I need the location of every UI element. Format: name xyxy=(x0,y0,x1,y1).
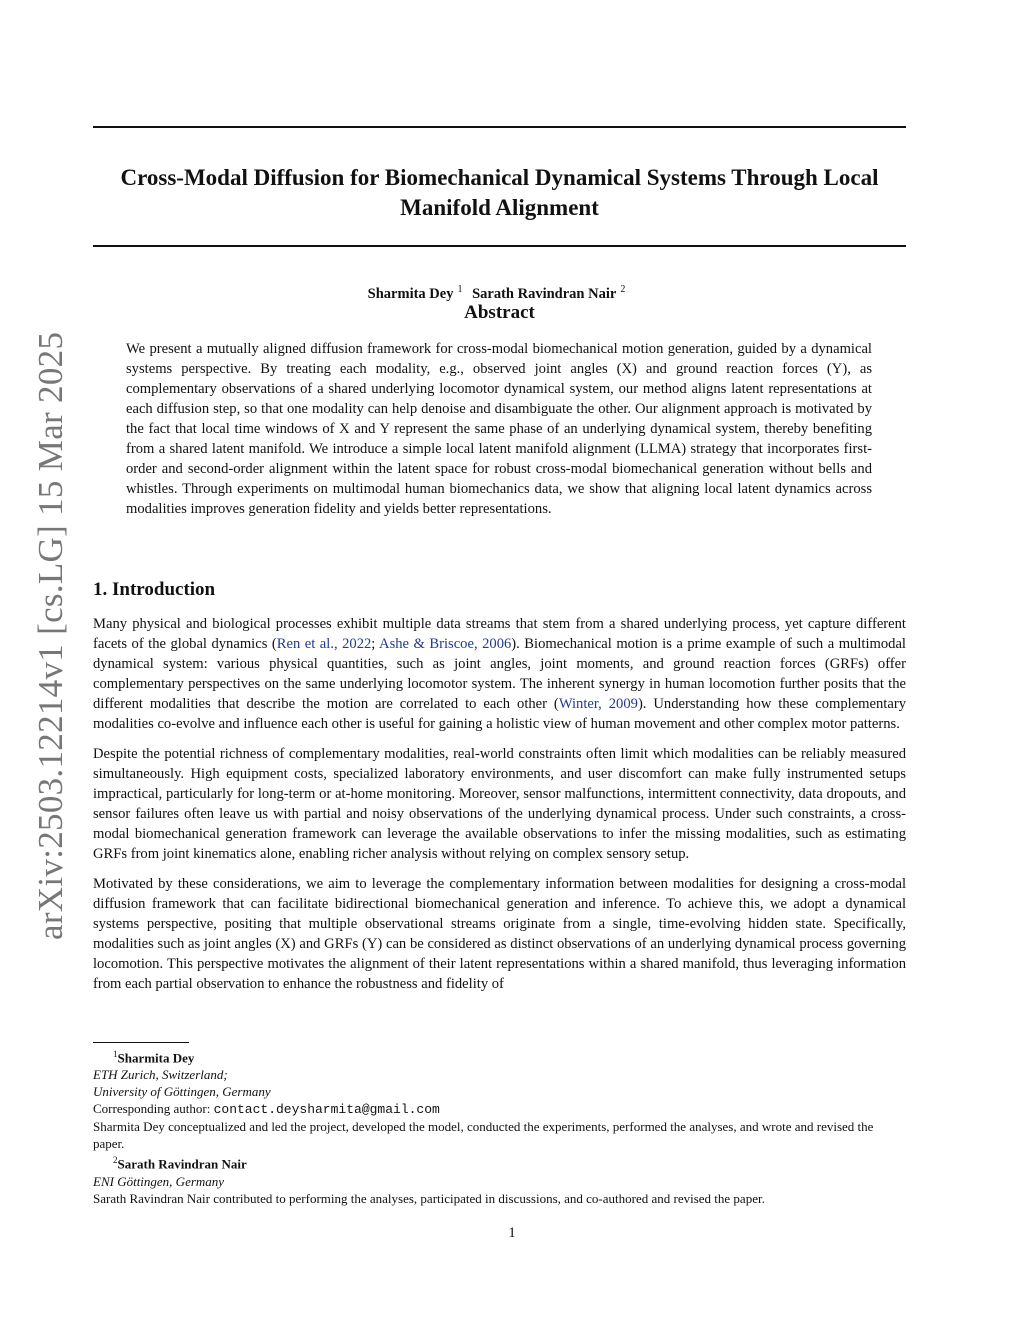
text-run: ). Biomechanical motion is a prime example of such a multimodal dynamical system: various physical quantities, such as joint angles, joint moments, and ground reaction forces (GRFs) offer complementary perspectives on the same underlying locomotor system. The inherent synergy in human locomotion further posits that the different modalities that describe the motion are correlated to each other ( xyxy=(93,636,906,712)
author-affiliation-mark: 1 xyxy=(457,284,463,295)
text-run: ). Understanding how these complementary modalities co-evolve and influence each other is useful for gaining a holistic view of human movement and other complex motor patterns. xyxy=(93,696,906,732)
footnote-author xyxy=(93,1152,906,1172)
paragraph xyxy=(93,614,906,734)
footnote-author-name: Sarath Ravindran Nair xyxy=(117,1156,247,1172)
email-address[interactable]: contact.deysharmita@gmail.com xyxy=(213,1102,440,1118)
citation-link[interactable]: Ashe & Briscoe, 2006 xyxy=(379,636,512,652)
footnote-mark: 2 xyxy=(113,1155,118,1166)
text-run: Many physical and biological processes exhibit multiple data streams that stem from a shared underlying process, yet capture different facets of the global dynamics ( xyxy=(93,616,906,652)
footnote-affiliation: ENI Göttingen, Germany xyxy=(93,1173,225,1189)
footnote-author xyxy=(93,1046,906,1066)
author-affiliation-mark: 2 xyxy=(620,284,626,295)
footnote-affiliation: University of Göttingen, Germany xyxy=(93,1084,271,1100)
footnote-affiliation: ETH Zurich, Switzerland; xyxy=(93,1067,228,1083)
page-number: 1 xyxy=(508,1225,516,1241)
footnote-author-name: Sharmita Dey xyxy=(117,1050,195,1066)
footnote-contribution: Sharmita Dey conceptualized and led the project, developed the model, conducted the experiments, performed the analyses, and wrote and revised the paper. xyxy=(93,1119,874,1152)
citation-link[interactable]: Ren et al., 2022 xyxy=(276,636,372,652)
citation-link[interactable]: Winter, 2009 xyxy=(558,696,638,712)
footnote-contribution: Sarath Ravindran Nair contributed to performing the analyses, participated in discussions, and co-authored and revised the paper. xyxy=(93,1190,765,1206)
footnotes xyxy=(93,1046,906,1207)
text-run: ; xyxy=(371,636,380,652)
footnote-mark: 1 xyxy=(113,1049,118,1059)
paper-title: Cross-Modal Diffusion for Biomechanical Dynamical Systems Through Local Manifold Alignment xyxy=(120,165,879,220)
paragraph: Despite the potential richness of complementary modalities, real-world constraints often limit which modalities can be reliably measured simultaneously. High equipment costs, specialized laboratory environments, and user discomfort can make fully instrumented setups impractical, particularly for long-term or at-home monitoring. Moreover, sensor malfunctions, intermittent connectivity, data dropouts, and sensor failures often leave us with partial and noisy observations of the underlying dynamical process. Under such constraints, a cross-modal biomechanical generation framework can leverage the available observations to infer the missing modalities, such as estimating GRFs from joint kinematics alone, enabling richer analysis without relying on complex sensory setup. xyxy=(93,746,906,862)
title-rule-top xyxy=(93,126,906,128)
footnote-rule xyxy=(93,1042,189,1043)
paragraph: Motivated by these considerations, we aim to leverage the complementary information between modalities for designing a cross-modal diffusion framework that can facilitate bidirectional biomechanical generation and inference. To achieve this, we adopt a dynamical systems perspective, positing that multiple observational streams originate from a single, time-evolving hidden state. Specifically, modalities such as joint angles (X) and GRFs (Y) can be considered as distinct observations of an underlying dynamical process governing locomotion. This perspective motivates the alignment of their latent representations within a shared manifold, thus leveraging information from each partial observation to enhance the robustness and fidelity of xyxy=(93,876,906,992)
abstract-text: We present a mutually aligned diffusion framework for cross-modal biomechanical motion generation, guided by a dynamical systems perspective. By treating each modality, e.g., observed joint angles (X) and ground reaction forces (Y), as complementary observations of a shared underlying locomotor dynamical system, our method aligns latent representations at each diffusion step, so that one modality can help denoise and disambiguate the other. Our alignment approach is motivated by the fact that local time windows of X and Y represent the same phase of an underlying dynamical system, thereby benefiting from a shared latent manifold. We introduce a simple local latent manifold alignment (LLMA) strategy that incorporates first-order and second-order alignment within the latent space for robust cross-modal biomechanical generation without bells and whistles. Through experiments on multimodal human biomechanics data, we show that aligning local latent dynamics across modalities improves generation fidelity and yields better representations. xyxy=(126,341,872,517)
author-line xyxy=(93,284,906,303)
author-name: Sharmita Dey xyxy=(367,285,454,302)
footnote-contact xyxy=(93,1100,906,1118)
section-body xyxy=(93,614,906,1004)
section-heading: 1. Introduction xyxy=(93,579,216,600)
author-name: Sarath Ravindran Nair xyxy=(472,285,617,302)
contact-label: Corresponding author: xyxy=(93,1101,214,1117)
arxiv-stamp: arXiv:2503.12214v1 [cs.LG] 15 Mar 2025 xyxy=(31,331,70,940)
title-rule-bottom xyxy=(93,245,906,247)
abstract-heading: Abstract xyxy=(464,302,535,323)
